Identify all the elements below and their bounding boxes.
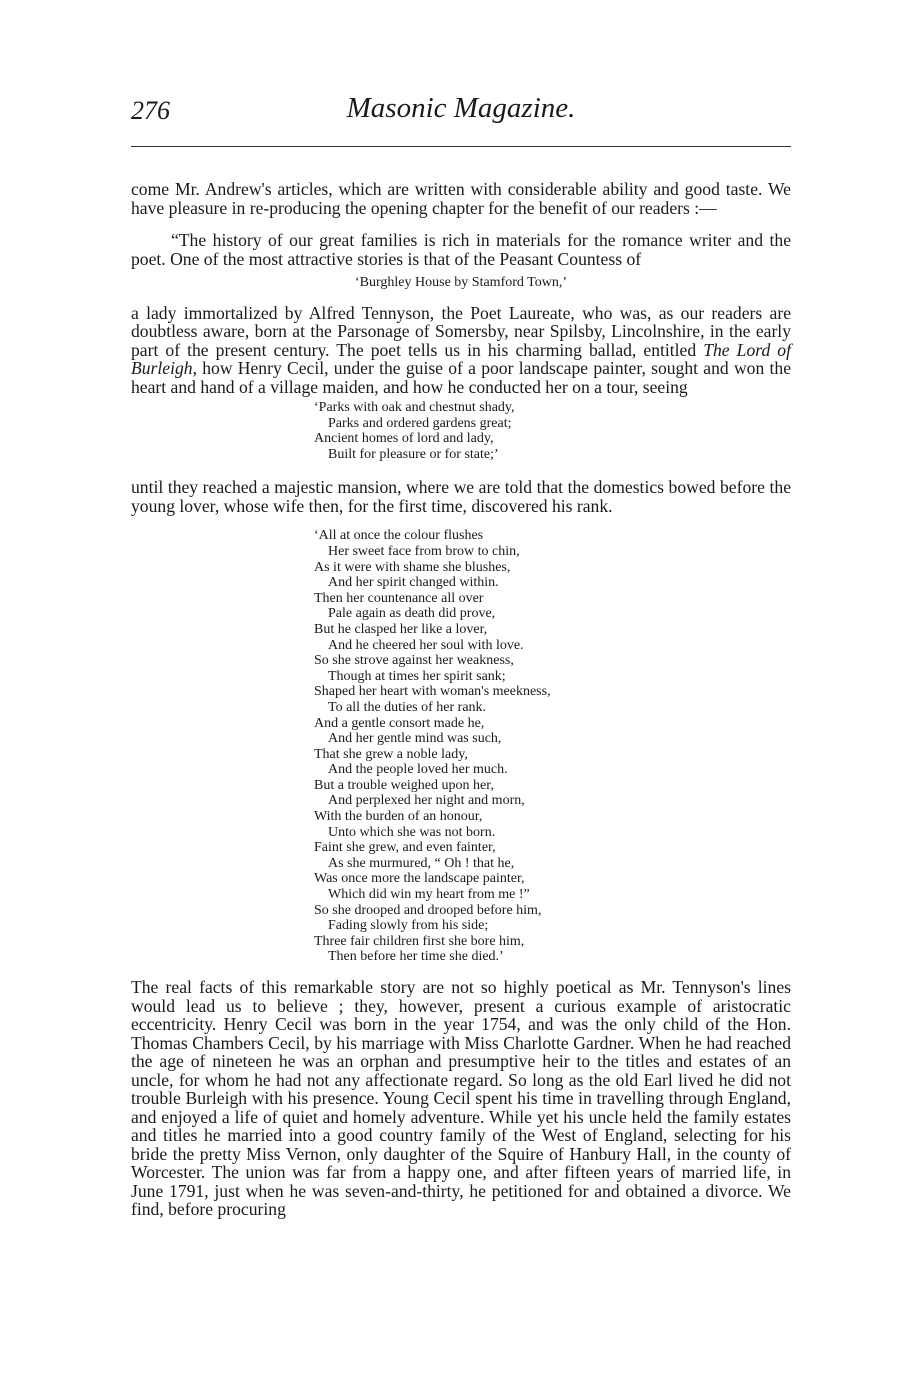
verse-line: Which did win my heart from me !” xyxy=(328,887,530,903)
page-number: 276 xyxy=(131,96,170,125)
paragraph-history: “The history of our great families is rich in materials for the romance writer and the poet. One of the most attractive stories is that of the Peasant Countess of xyxy=(131,230,791,269)
page-header xyxy=(131,92,791,132)
verse-line: Shaped her heart with woman's meekness, xyxy=(314,684,551,700)
verse-line: To all the duties of her rank. xyxy=(328,699,487,715)
article-body xyxy=(131,180,791,1219)
verse-line: With the burden of an honour, xyxy=(314,809,483,825)
verse-parks xyxy=(314,400,791,462)
verse-line: Fading slowly from his side; xyxy=(328,918,489,934)
paragraph-intro: come Mr. Andrew's articles, which are written with considerable ability and good taste. We have pleasure in re-producing the opening chapter for the benefit of our readers :— xyxy=(131,179,791,218)
verse-line: Then her countenance all over xyxy=(314,590,484,606)
verse-line: And her spirit changed within. xyxy=(328,575,499,591)
verse-line: And he cheered her soul with love. xyxy=(328,637,524,653)
verse-line: Though at times her spirit sank; xyxy=(328,668,506,684)
verse-line: As it were with shame she blushes, xyxy=(314,559,511,575)
verse-line: Faint she grew, and even fainter, xyxy=(314,840,496,856)
verse-line: And the people loved her much. xyxy=(328,762,508,778)
verse-line: Parks and ordered gardens great; xyxy=(328,415,512,431)
verse-line: But a trouble weighed upon her, xyxy=(314,777,494,793)
verse-line: Ancient homes of lord and lady, xyxy=(314,431,494,447)
verse-line: That she grew a noble lady, xyxy=(314,746,468,762)
verse-line: So she drooped and drooped before him, xyxy=(314,902,542,918)
ballad-title: The Lord of Burleigh xyxy=(131,339,791,378)
verse-line: As she murmured, “ Oh ! that he, xyxy=(328,855,515,871)
verse-line: And her gentle mind was such, xyxy=(328,731,502,747)
verse-line: ‘Parks with oak and chestnut shady, xyxy=(314,400,515,415)
paragraph-real-facts: The real facts of this remarkable story are not so highly poetical as Mr. Tennyson's lines would lead us to believe ; they, however, present a curious example of aristocratic eccentricity. Henry Cecil was born in the year 1754, and was the only child of the Hon. Thomas Chambers Cecil, by his marriage with Miss Charlotte Gardner. When he had reached the age of nineteen he was an orphan and presumptive heir to the titles and estates of an uncle, for whom he had not any affectionate regard. So long as the old Earl lived he did not trouble Burleigh with his presence. Young Cecil spent his time in travelling through England, and enjoyed a life of quiet and homely adventure. While yet his uncle held the family estates and titles he married into a good country family of the West of England, selecting for his bride the pretty Miss Vernon, only daughter of the Squire of Hanbury Hall, in the county of Worcester. The union was far from a happy one, and after fifteen years of married life, in June 1791, just when he was seven-and-thirty, he petitioned for and obtained a divorce. We find, before procuring xyxy=(131,977,791,1219)
paragraph-tennyson: a lady immortalized by Alfred Tennyson, the Poet Laureate, who was, as our readers are doubtless aware, born at the Parsonage of Somersby, near Spilsby, Lincolnshire, in the early part of the present century. The poet tells us in his charming ballad, entitled The Lord of Burleigh, how Henry Cecil, under the guise of a poor landscape painter, sought and won the heart and hand of a village maiden, and how he conducted her on a tour, seeing xyxy=(131,302,791,397)
verse-line: Built for pleasure or for state;’ xyxy=(328,446,499,462)
verse-line: Pale again as death did prove, xyxy=(328,606,496,622)
header-rule xyxy=(131,146,791,147)
verse-line: Then before her time she died.’ xyxy=(328,949,504,965)
verse-line: And a gentle consort made he, xyxy=(314,715,485,731)
verse-line: So she strove against her weakness, xyxy=(314,653,514,669)
verse-line: Her sweet face from brow to chin, xyxy=(328,543,520,559)
quote-burghley: ‘Burghley House by Stamford Town,’ xyxy=(355,275,567,290)
paragraph-mansion: until they reached a majestic mansion, where we are told that the domestics bowed before the young lover, whose wife then, for the first time, discovered his rank. xyxy=(131,477,791,516)
verse-line: And perplexed her night and morn, xyxy=(328,793,525,809)
running-title: Masonic Magazine. xyxy=(346,92,576,124)
verse-line: Was once more the landscape painter, xyxy=(314,871,525,887)
verse-line: ‘All at once the colour flushes xyxy=(314,528,484,544)
verse-line: But he clasped her like a lover, xyxy=(314,621,488,637)
verse-colour-flushes xyxy=(314,528,791,965)
verse-line: Three fair children first she bore him, xyxy=(314,933,525,949)
verse-line: Unto which she was not born. xyxy=(328,824,496,840)
